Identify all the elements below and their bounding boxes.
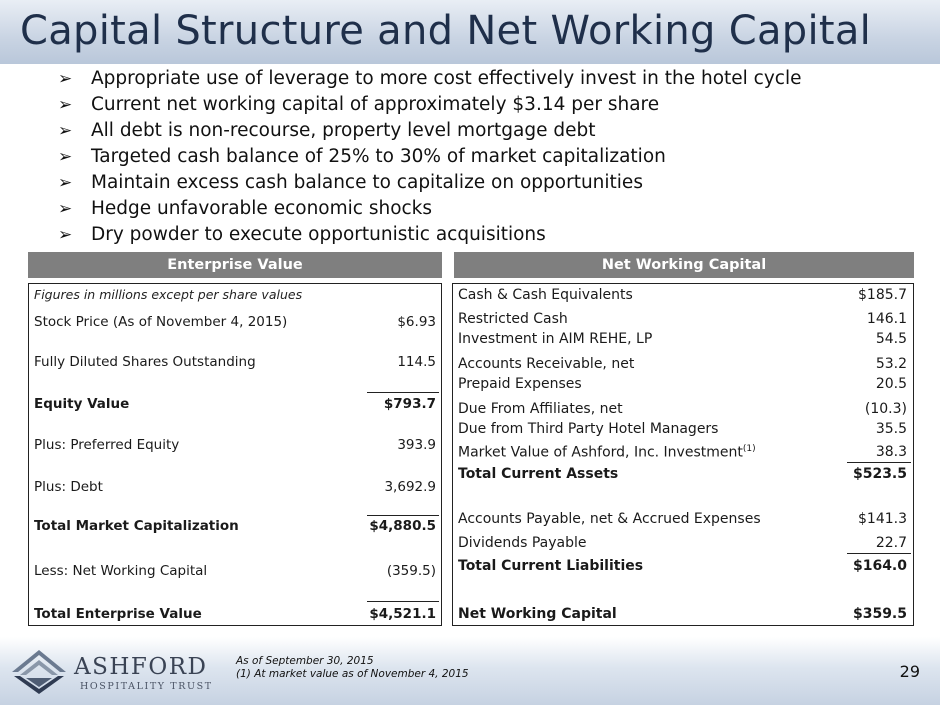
arrow-bullet-icon: ➢ [58,121,73,141]
bullet-item: ➢ Appropriate use of leverage to more cost effectively invest in the hotel cycle [58,66,802,92]
enterprise-value-table: Figures in millions except per share values Stock Price (As of November 4, 2015) $6.93 Fully Diluted Shares Outstanding 114.5 Equity Value $793.7 Plus: Preferred Equity 393.9 Plus: Debt 3,692.9 Total Market Capitalization $4,880.5 Less: Net Working Capital (359.5) Total Enterprise Value $4,521.1 [28,283,442,626]
bullet-list [58,66,802,248]
logo-name: ASHFORD [74,654,208,680]
page-number: 29 [899,662,920,681]
ashford-logo-icon [8,648,70,696]
net-working-capital-table: Cash & Cash Equivalents $185.7 Restricted Cash 146.1 Investment in AIM REHE, LP 54.5 Accounts Receivable, net 53.2 Prepaid Expenses 20.5 Due From Affiliates, net (10.3) Due from Third Party Hotel Managers 35.5 Market Value of Ashford, Inc. Investment$^{(1)}$ 38.3 Total Current Assets $523.5 Accounts Payable, net & Accrued Expenses $141.3 Dividends Payable 22.7 Total Current Liabilities $164.0 Net Working Capital $359.5 [452,283,914,626]
net-working-capital-header: Net Working Capital [454,252,914,278]
bullet-item: ➢ All debt is non-recourse, property level mortgage debt [58,118,802,144]
bullet-item: ➢ Hedge unfavorable economic shocks [58,196,802,222]
footnotes [236,655,469,681]
bullet-item: ➢ Current net working capital of approximately $3.14 per share [58,92,802,118]
arrow-bullet-icon: ➢ [58,199,73,219]
page-title: Capital Structure and Net Working Capital [20,8,872,54]
logo-subtitle: HOSPITALITY TRUST [80,681,213,692]
footnote: As of September 30, 2015 [236,655,374,667]
arrow-bullet-icon: ➢ [58,95,73,115]
sum-rule [367,515,439,516]
sum-rule [847,462,911,463]
footnote: (1) At market value as of November 4, 2015 [236,668,469,680]
sum-rule [367,392,439,393]
bullet-item: ➢ Maintain excess cash balance to capitalize on opportunities [58,170,802,196]
arrow-bullet-icon: ➢ [58,173,73,193]
arrow-bullet-icon: ➢ [58,69,73,89]
sum-rule [367,601,439,602]
arrow-bullet-icon: ➢ [58,147,73,167]
bullet-item: ➢ Targeted cash balance of 25% to 30% of market capitalization [58,144,802,170]
sum-rule [847,553,911,554]
arrow-bullet-icon: ➢ [58,225,73,245]
bullet-item: ➢ Dry powder to execute opportunistic acquisitions [58,222,802,248]
enterprise-value-header: Enterprise Value [28,252,442,278]
